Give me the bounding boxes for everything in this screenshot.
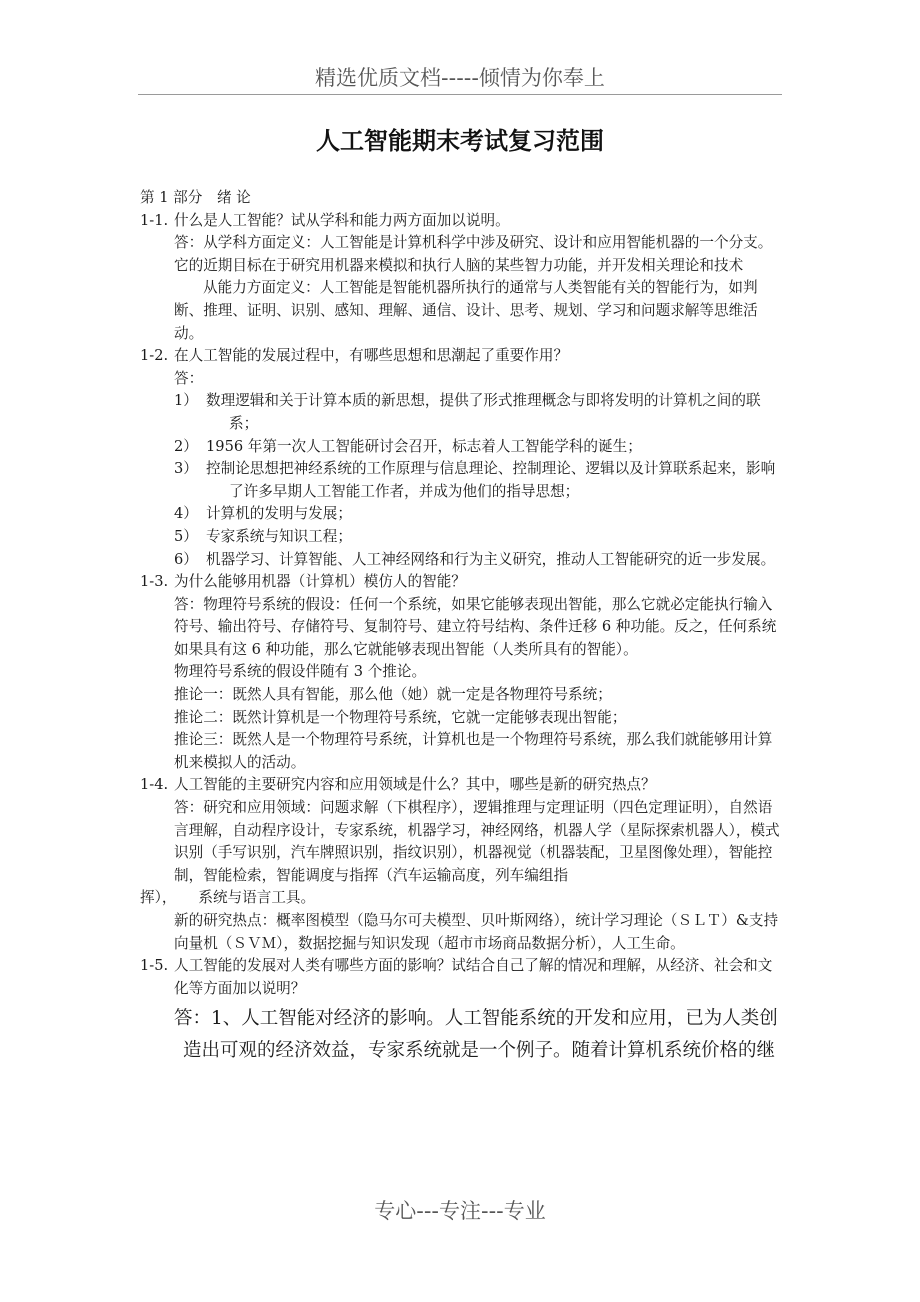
list-item bbox=[140, 549, 784, 572]
document-title: 人工智能期末考试复习范围 bbox=[316, 127, 604, 155]
question-1-1 bbox=[140, 210, 784, 233]
section-heading: 第 1 部分 绪 论 bbox=[140, 189, 251, 206]
list-item bbox=[140, 436, 784, 459]
list-item bbox=[140, 503, 784, 526]
answer-1-5-line-1: 答：1、人工智能对经济的影响。人工智能系统的开发和应用，已为人类创 bbox=[174, 1008, 778, 1030]
list-text: 控制论思想把神经系统的工作原理与信息理论、控制理论、逻辑以及计算联系起来，影响了许多早期人工智能工作者，并成为他们的指导思想； bbox=[206, 460, 776, 500]
list-number: 1） bbox=[174, 392, 198, 410]
list-text: 机器学习、计算智能、人工神经网络和行为主义研究，推动人工智能研究的近一步发展。 bbox=[206, 550, 776, 568]
list-number: 4） bbox=[174, 505, 198, 523]
question-number: 1-5. bbox=[140, 957, 169, 975]
question-number: 1-4. bbox=[140, 776, 169, 794]
answer-1-4-fields-tail: 挥）， 系统与语言工具。 bbox=[140, 889, 316, 907]
question-text: 人工智能的主要研究内容和应用领域是什么？其中，哪些是新的研究热点？ bbox=[174, 776, 656, 794]
answer-1-1-ability: 从能力方面定义：人工智能是智能机器所执行的通常与人类智能有关的智能行为，如判断、推理、证明、识别、感知、理解、通信、设计、思考、规划、学习和问题求解等思维活动。 bbox=[174, 279, 758, 342]
list-item bbox=[140, 390, 784, 435]
list-number: 3） bbox=[174, 460, 198, 478]
answer-1-1-discipline: 答：从学科方面定义：人工智能是计算机科学中涉及研究、设计和应用智能机器的一个分支。它的近期目标在于研究用机器来模拟和执行人脑的某些智力功能，并开发相关理论和技术 bbox=[174, 234, 773, 274]
answer-label: 答： bbox=[174, 369, 204, 387]
answer-1-3-corollary-3: 推论三：既然人是一个物理符号系统，计算机也是一个物理符号系统，那么我们就能够用计算机来模拟人的活动。 bbox=[174, 731, 773, 771]
page-header: 精选优质文档-----倾情为你奉上 bbox=[315, 66, 605, 90]
document-body bbox=[140, 187, 784, 1066]
question-1-5 bbox=[140, 955, 784, 1000]
answer-1-4-fields: 答：研究和应用领域：问题求解（下棋程序），逻辑推理与定理证明（四色定理证明），自然语言理解，自动程序设计，专家系统，机器学习，神经网络，机器人学（星际探索机器人），模式识别（手写识别，汽车牌照识别，指纹识别），机器视觉（机器装配，卫星图像处理），智能控制，智能检索，智能调度与指挥（汽车运输高度，列车编组指 bbox=[174, 799, 780, 884]
question-1-2 bbox=[140, 345, 784, 368]
list-item bbox=[140, 526, 784, 549]
answer-1-5-line-2: 造出可观的经济效益，专家系统就是一个例子。随着计算机系统价格的继 bbox=[183, 1039, 776, 1061]
question-1-4 bbox=[140, 774, 784, 797]
question-text: 在人工智能的发展过程中，有哪些思想和思潮起了重要作用？ bbox=[174, 347, 569, 365]
answer-1-3-hypothesis: 答：物理符号系统的假设：任何一个系统，如果它能够表现出智能，那么它就必定能执行输入符号、输出符号、存储符号、复制符号、建立符号结构、条件迁移 6 种功能。反之，任何系统如果具有这 6 种功能，那么它就能够表现出智能（人类所具有的智能）。 bbox=[174, 595, 777, 658]
list-text: 专家系统与知识工程； bbox=[206, 527, 352, 545]
list-number: 2） bbox=[174, 437, 198, 455]
answer-1-3-corollary-2: 推论二：既然计算机是一个物理符号系统，它就一定能够表现出智能； bbox=[174, 708, 627, 726]
question-number: 1-1. bbox=[140, 211, 169, 229]
list-text: 1956 年第一次人工智能研讨会召开，标志着人工智能学科的诞生； bbox=[206, 437, 642, 455]
answer-1-3-corollary-1: 推论一：既然人具有智能，那么他（她）就一定是各物理符号系统； bbox=[174, 686, 612, 704]
list-text: 数理逻辑和关于计算本质的新思想，提供了形式推理概念与即将发明的计算机之间的联系； bbox=[206, 392, 761, 432]
list-number: 5） bbox=[174, 527, 198, 545]
header-divider bbox=[138, 94, 782, 95]
question-text: 为什么能够用机器（计算机）模仿人的智能？ bbox=[174, 573, 466, 591]
answer-1-4-hotspots: 新的研究热点：概率图模型（隐马尔可夫模型、贝叶斯网络），统计学习理论（ＳＬＴ）&支持向量机（ＳＶＭ），数据挖掘与知识发现（超市市场商品数据分析），人工生命。 bbox=[174, 912, 779, 952]
question-number: 1-2. bbox=[140, 347, 169, 365]
question-text: 什么是人工智能？试从学科和能力两方面加以说明。 bbox=[174, 211, 510, 229]
list-text: 计算机的发明与发展； bbox=[206, 505, 352, 523]
question-number: 1-3. bbox=[140, 573, 169, 591]
page-footer: 专心---专注---专业 bbox=[374, 1199, 546, 1223]
question-1-3 bbox=[140, 571, 784, 594]
question-text: 人工智能的发展对人类有哪些方面的影响？试结合自己了解的情况和理解，从经济、社会和文化等方面加以说明？ bbox=[174, 957, 773, 997]
answer-1-3-corollaries: 物理符号系统的假设伴随有 3 个推论。 bbox=[174, 663, 427, 681]
list-number: 6） bbox=[174, 550, 198, 568]
list-item bbox=[140, 458, 784, 503]
